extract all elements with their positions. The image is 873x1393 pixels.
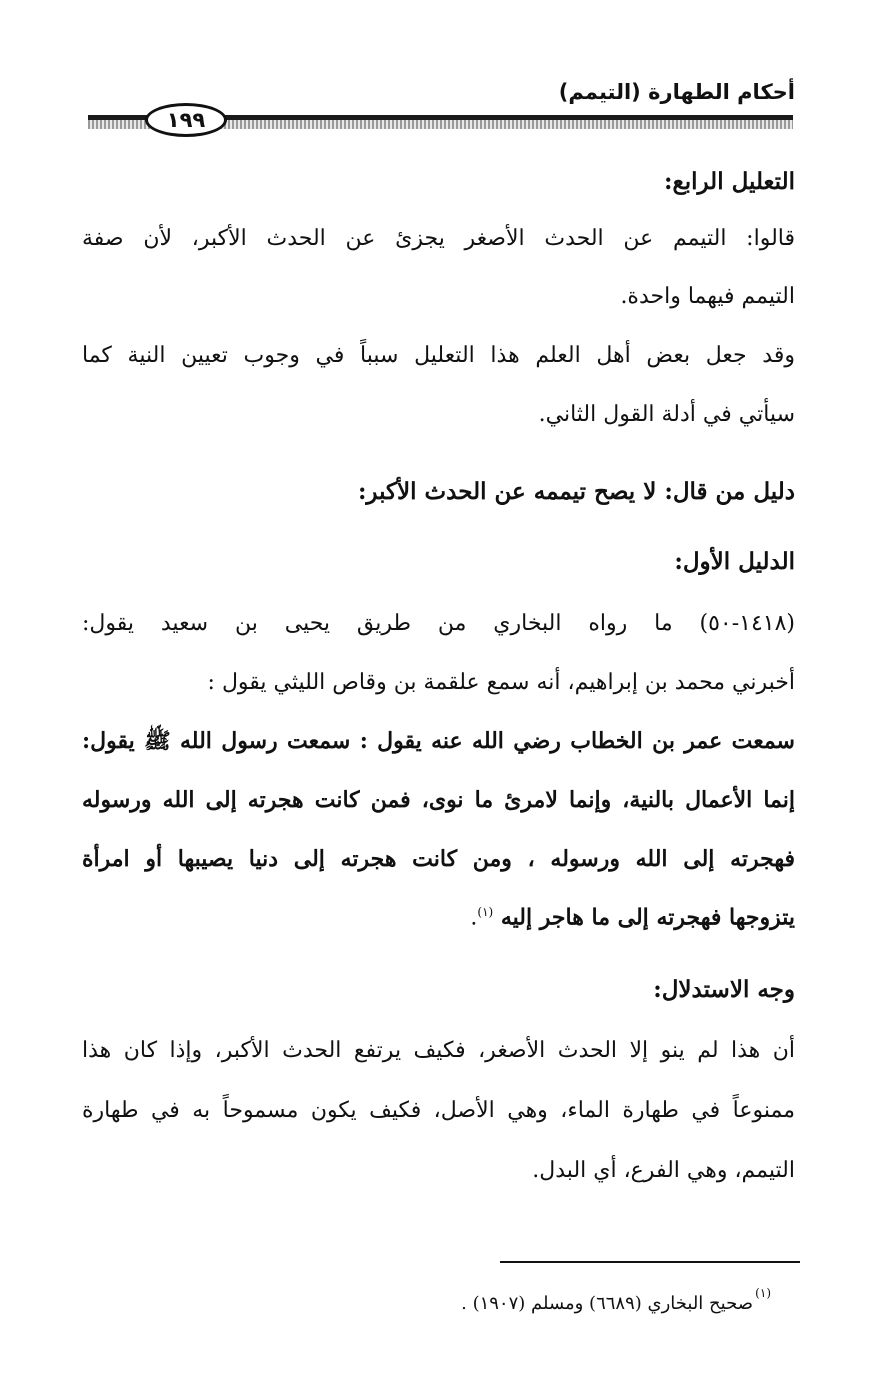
section-heading-evidence: دليل من قال: لا يصح تيممه عن الحدث الأكبر: — [357, 478, 795, 505]
running-title: أحكام الطهارة (التيمم) — [558, 80, 795, 104]
hadith-text-line: سمعت عمر بن الخطاب رضي الله عنه يقول : سمعت رسول الله ﷺ يقول: — [82, 728, 795, 754]
footnote-text: صحيح البخاري (٦٦٨٩) ومسلم (١٩٠٧) . — [461, 1293, 753, 1314]
paragraph-line: سيأتي في أدلة القول الثاني. — [538, 402, 795, 427]
paragraph-line: التيمم، وهي الفرع، أي البدل. — [532, 1158, 795, 1183]
hadith-line: (١٤١٨-٥٠) ما رواه البخاري من طريق يحيى بن سعيد يقول: — [82, 611, 795, 636]
paragraph-line: التيمم فيهما واحدة. — [620, 284, 795, 309]
page-number: ١٩٩ — [145, 103, 227, 137]
footnote-reference: (١) — [477, 905, 494, 919]
subheading-fourth-reasoning: التعليل الرابع: — [663, 168, 795, 195]
footnote-separator — [500, 1261, 800, 1263]
footnote-marker: (١) — [755, 1286, 771, 1300]
subheading-first-evidence: الدليل الأول: — [674, 548, 795, 575]
paragraph-line: وقد جعل بعض أهل العلم هذا التعليل سبباً في وجوب تعيين النية كما — [82, 343, 795, 368]
paragraph-line: قالوا: التيمم عن الحدث الأصغر يجزئ عن الحدث الأكبر، لأن صفة — [82, 226, 795, 251]
hadith-text-line-last — [470, 906, 795, 929]
paragraph-line: ممنوعاً في طهارة الماء، وهي الأصل، فكيف يكون مسموحاً به في طهارة — [82, 1098, 795, 1123]
hadith-line: أخبرني محمد بن إبراهيم، أنه سمع علقمة بن وقاص الليثي يقول : — [207, 670, 795, 695]
sentence-end: . — [470, 905, 478, 931]
hadith-text-line: فهجرته إلى الله ورسوله ، ومن كانت هجرته إلى دنيا يصيبها أو امرأة — [82, 846, 795, 872]
subheading-inference: وجه الاستدلال: — [653, 976, 795, 1003]
hadith-text-line: إنما الأعمال بالنية، وإنما لامرئ ما نوى، فمن كانت هجرته إلى الله ورسوله — [82, 787, 795, 813]
paragraph-line: أن هذا لم ينو إلا الحدث الأصغر، فكيف يرتفع الحدث الأكبر، وإذا كان هذا — [82, 1038, 795, 1063]
hadith-text: يتزوجها فهجرته إلى ما هاجر إليه — [500, 904, 795, 931]
